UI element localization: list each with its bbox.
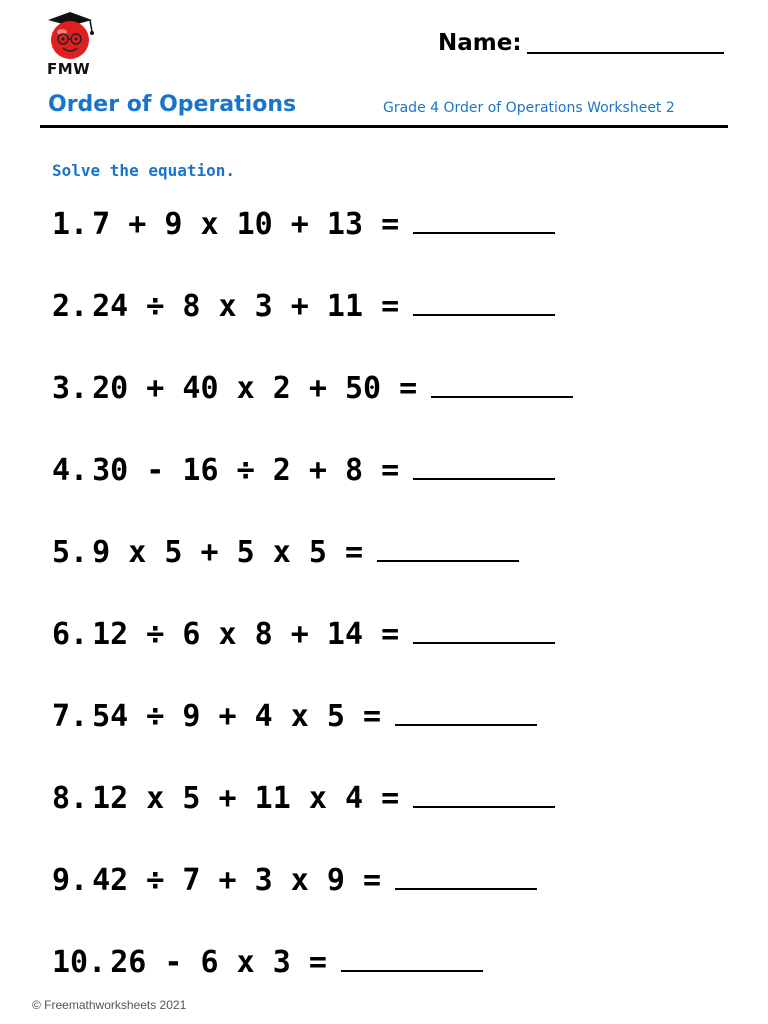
name-label: Name: [438, 30, 522, 56]
answer-line[interactable] [413, 806, 555, 808]
answer-line[interactable] [413, 642, 555, 644]
problem-8 [52, 772, 555, 816]
answer-line[interactable] [395, 724, 537, 726]
copyright-footer: © Freemathworksheets 2021 [32, 998, 187, 1012]
problem-expression: 20 + 40 x 2 + 50 = [92, 371, 418, 406]
problem-expression: 24 ÷ 8 x 3 + 11 = [92, 289, 400, 324]
problem-number: 1. [52, 207, 89, 242]
problem-expression: 12 ÷ 6 x 8 + 14 = [92, 617, 400, 652]
problem-number: 7. [52, 699, 89, 734]
worksheet-title: Order of Operations [48, 92, 297, 117]
problem-expression: 30 - 16 ÷ 2 + 8 = [92, 453, 400, 488]
logo-text: FMW [47, 60, 91, 78]
problem-10 [52, 936, 483, 980]
name-answer-line[interactable] [527, 52, 724, 54]
instructions: Solve the equation. [52, 161, 236, 180]
problem-number: 2. [52, 289, 89, 324]
answer-line[interactable] [431, 396, 573, 398]
answer-line[interactable] [413, 232, 555, 234]
header-divider [40, 125, 728, 128]
problem-number: 6. [52, 617, 89, 652]
answer-line[interactable] [341, 970, 483, 972]
problem-number: 10. [52, 945, 107, 980]
problem-expression: 42 ÷ 7 + 3 x 9 = [92, 863, 382, 898]
problem-5 [52, 526, 519, 570]
problem-1 [52, 198, 555, 242]
problem-number: 8. [52, 781, 89, 816]
problem-7 [52, 690, 537, 734]
answer-line[interactable] [413, 478, 555, 480]
problem-6 [52, 608, 555, 652]
problem-number: 5. [52, 535, 89, 570]
problem-3 [52, 362, 573, 406]
problem-expression: 12 x 5 + 11 x 4 = [92, 781, 400, 816]
answer-line[interactable] [377, 560, 519, 562]
problem-expression: 54 ÷ 9 + 4 x 5 = [92, 699, 382, 734]
problem-expression: 26 - 6 x 3 = [110, 945, 327, 980]
problem-expression: 7 + 9 x 10 + 13 = [92, 207, 400, 242]
problem-number: 9. [52, 863, 89, 898]
problem-4 [52, 444, 555, 488]
problem-number: 3. [52, 371, 89, 406]
answer-line[interactable] [395, 888, 537, 890]
problem-expression: 9 x 5 + 5 x 5 = [92, 535, 364, 570]
problem-2 [52, 280, 555, 324]
worksheet-subtitle: Grade 4 Order of Operations Worksheet 2 [383, 100, 675, 116]
answer-line[interactable] [413, 314, 555, 316]
problem-9 [52, 854, 537, 898]
problem-number: 4. [52, 453, 89, 488]
